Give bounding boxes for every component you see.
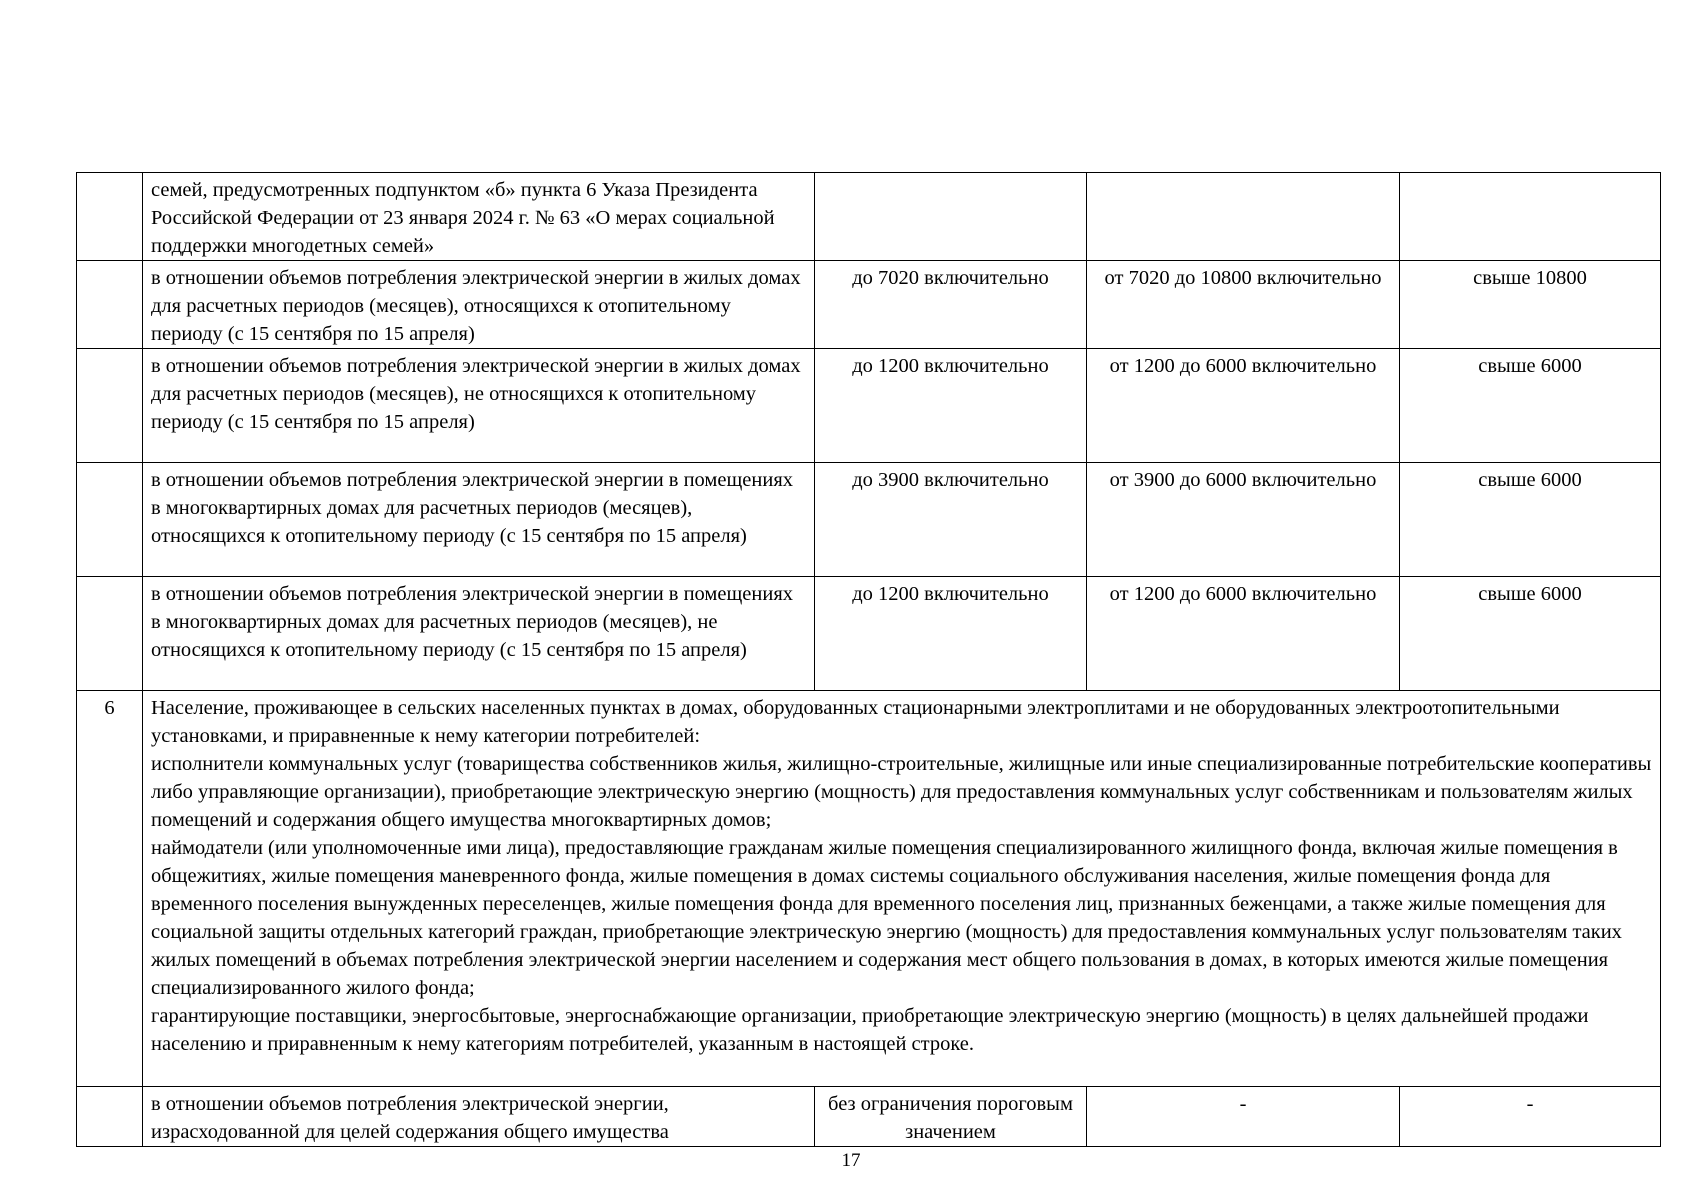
range-low-cell (815, 173, 1087, 261)
section-6-landlords-paragraph: наймодатели (или уполномоченные ими лица), предоставляющие гражданам жилые помещения специализированного жилищного фонда, включая жилые помещения в общежитиях, жилые помещения маневренного фонда, жилые помещения в домах системы социального обслуживания населения, жилые помещения фонда для временного поселения вынужденных переселенцев, жилые помещения фонда для временного поселения лиц, признанных беженцами, а также жилые помещения для социальной защиты отдельных категорий граждан, приобретающие электрическую энергию (мощность) для предоставления коммунальных услуг пользователям таких жилых помещений в объемах потребления электрической энергии населением и содержания мест общего пользования в домах, в которых имеются жилые помещения специализированного жилого фонда; (151, 837, 1622, 999)
table-row (77, 1087, 1661, 1147)
range-high-cell: свыше 6000 (1400, 349, 1661, 463)
row-number-cell (77, 577, 143, 691)
section-6-suppliers-paragraph: гарантирующие поставщики, энергосбытовые, энергоснабжающие организации, приобретающие электрическую энергию (мощность) в целях дальнейшей продажи населению и приравненным к нему категориям потребителей, указанным в настоящей строке. (151, 1005, 1589, 1055)
section-6-description (143, 691, 1661, 1087)
row-number-cell (77, 173, 143, 261)
range-high-cell: свыше 6000 (1400, 577, 1661, 691)
range-low-cell: до 1200 включительно (815, 349, 1087, 463)
row-number-cell (77, 349, 143, 463)
range-high-cell: свыше 10800 (1400, 261, 1661, 349)
range-high-cell (1400, 1087, 1661, 1147)
table-row (77, 577, 1661, 691)
section-6-intro: Население, проживающее в сельских населенных пунктах в домах, оборудованных стационарными электроплитами и не оборудованных электроотопительными установками, и приравненные к нему категории потребителей: (151, 697, 1560, 747)
category-description: в отношении объемов потребления электрической энергии в жилых домах для расчетных периодов (месяцев), не относящихся к отопительному периоду (с 15 сентября по 15 апреля) (143, 349, 815, 463)
category-description: в отношении объемов потребления электрической энергии в помещениях в многоквартирных домах для расчетных периодов (месяцев), не относящихся к отопительному периоду (с 15 сентября по 15 апреля) (143, 577, 815, 691)
range-low-cell: до 3900 включительно (815, 463, 1087, 577)
range-mid-cell: от 7020 до 10800 включительно (1087, 261, 1400, 349)
table-row (77, 173, 1661, 261)
range-low-cell: до 1200 включительно (815, 577, 1087, 691)
range-mid-cell: от 1200 до 6000 включительно (1087, 577, 1400, 691)
range-low-cell: до 7020 включительно (815, 261, 1087, 349)
category-description: семей, предусмотренных подпунктом «б» пункта 6 Указа Президента Российской Федерации от 23 января 2024 г. № 63 «О мерах социальной поддержки многодетных семей» (143, 173, 815, 261)
range-mid-cell (1087, 1087, 1400, 1147)
dash-value: - (1239, 1093, 1247, 1115)
row-number-cell (77, 261, 143, 349)
row-number-cell (77, 1087, 143, 1147)
category-description: в отношении объемов потребления электрической энергии, израсходованной для целей содержания общего имущества (143, 1087, 815, 1147)
table-row-section-6 (77, 691, 1661, 1087)
range-low-cell: без ограничения пороговым значением (815, 1087, 1087, 1147)
range-high-cell: свыше 6000 (1400, 463, 1661, 577)
section-6-utilities-paragraph: исполнители коммунальных услуг (товарищества собственников жилья, жилищно-строительные, жилищные или иные специализированные потребительские кооперативы либо управляющие организации), приобретающие электрическую энергию (мощность) для предоставления коммунальных услуг собственникам и пользователям жилых помещений и содержания общего имущества многоквартирных домов; (151, 753, 1652, 831)
row-number-cell (77, 463, 143, 577)
range-mid-cell (1087, 173, 1400, 261)
dash-value: - (1526, 1093, 1534, 1115)
range-mid-cell: от 1200 до 6000 включительно (1087, 349, 1400, 463)
category-description: в отношении объемов потребления электрической энергии в помещениях в многоквартирных домах для расчетных периодов (месяцев), относящихся к отопительному периоду (с 15 сентября по 15 апреля) (143, 463, 815, 577)
range-mid-cell: от 3900 до 6000 включительно (1087, 463, 1400, 577)
table-row (77, 261, 1661, 349)
range-high-cell (1400, 173, 1661, 261)
document-sheet (76, 172, 1660, 1147)
table-row (77, 349, 1661, 463)
section-number: 6 (77, 691, 143, 1087)
tariff-table (76, 172, 1661, 1147)
table-row (77, 463, 1661, 577)
page-number: 17 (841, 1150, 861, 1171)
category-description: в отношении объемов потребления электрической энергии в жилых домах для расчетных периодов (месяцев), относящихся к отопительному периоду (с 15 сентября по 15 апреля) (143, 261, 815, 349)
